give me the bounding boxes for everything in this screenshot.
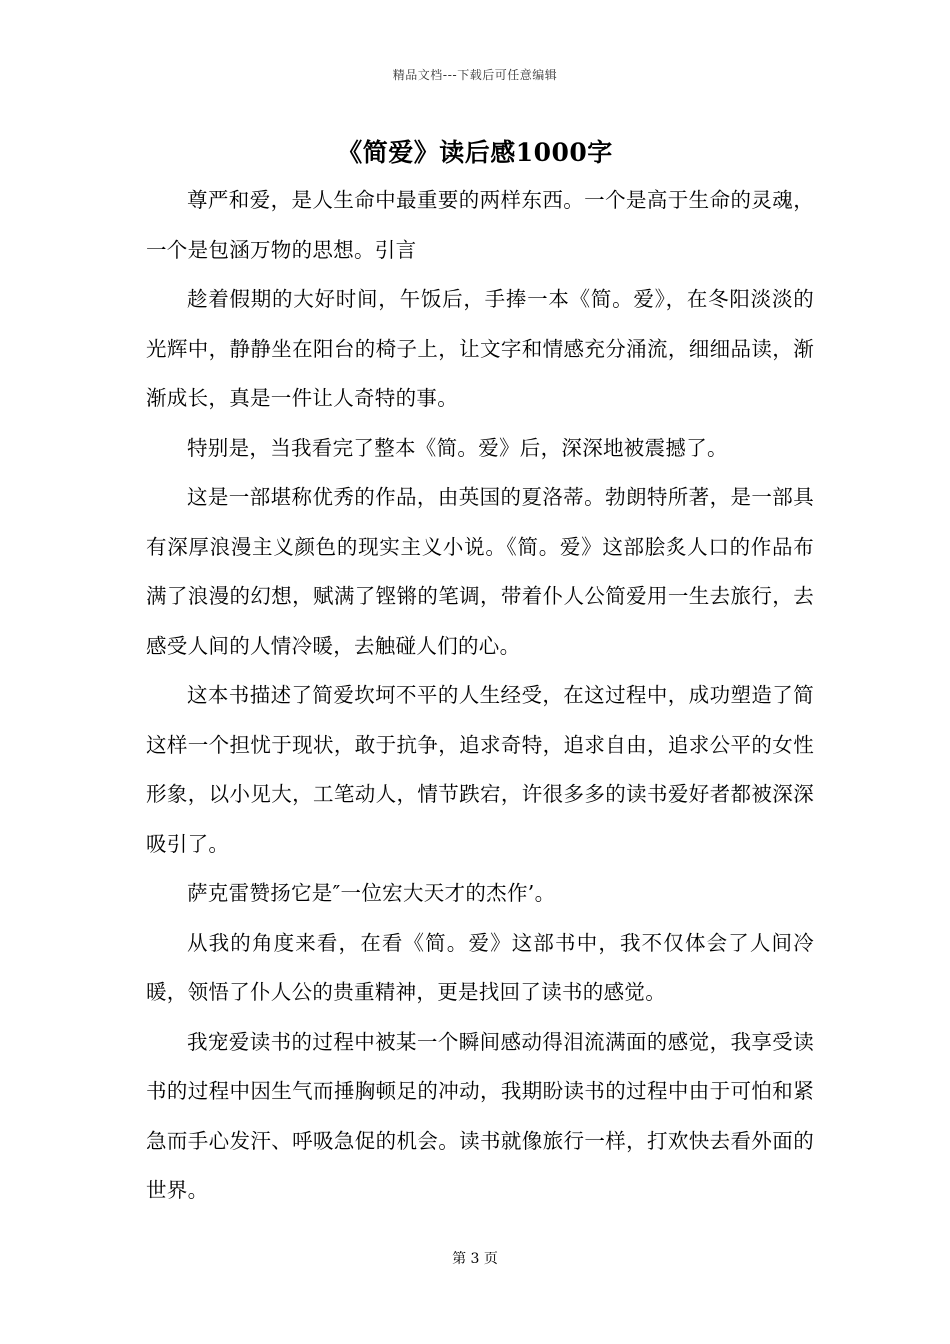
paragraph: 从我的角度来看，在看《简。爱》这部书中，我不仅体会了人间冷暖，领悟了仆人公的贵重精神，更是找回了读书的感觉。 [146,930,814,1004]
paragraph: 萨克雷赞扬它是″一位宏大天才的杰作’。 [187,881,556,905]
paragraph: 这是一部堪称优秀的作品，由英国的夏洛蒂。勃朗特所著，是一部具有深厚浪漫主义颜色的现实主义小说。《简。爱》这部脍炙人口的作品布满了浪漫的幻想，赋满了铿锵的笔调，带着仆人公简爱用一生去旅行，去感受人间的人情冷暖，去触碰人们的心。 [146,485,814,658]
paragraph: 特别是，当我看完了整本《简。爱》后，深深地被震撼了。 [187,435,728,460]
document-title: 《简爱》读后感1000字 [337,138,613,167]
paragraph: 我宠爱读书的过程中被某一个瞬间感动得泪流满面的感觉，我享受读书的过程中因生气而捶胸顿足的冲动，我期盼读书的过程中由于可怕和紧急而手心发汗、呼吸急促的机会。读书就像旅行一样，打欢快去看外面的世界。 [146,1029,814,1202]
document-body [146,176,814,1216]
paragraph: 尊严和爱，是人生命中最重要的两样东西。一个是高于生命的灵魂，一个是包涵万物的思想。引言 [146,188,814,262]
page-number: 第 3 页 [452,1251,498,1267]
paragraph: 趁着假期的大好时间，午饭后，手捧一本《简。爱》，在冬阳淡淡的光辉中，静静坐在阳台的椅子上，让文字和情感充分涌流，细细品读，渐渐成长，真是一件让人奇特的事。 [146,287,814,410]
page-header: 精品文档---下载后可任意编辑 [392,68,558,82]
paragraph: 这本书描述了简爱坎坷不平的人生经受，在这过程中，成功塑造了简这样一个担忧于现状，敢于抗争，追求奇特，追求自由，追求公平的女性形象，以小见大，工笔动人，情节跌宕，许很多多的读书爱好者都被深深吸引了。 [146,683,814,856]
